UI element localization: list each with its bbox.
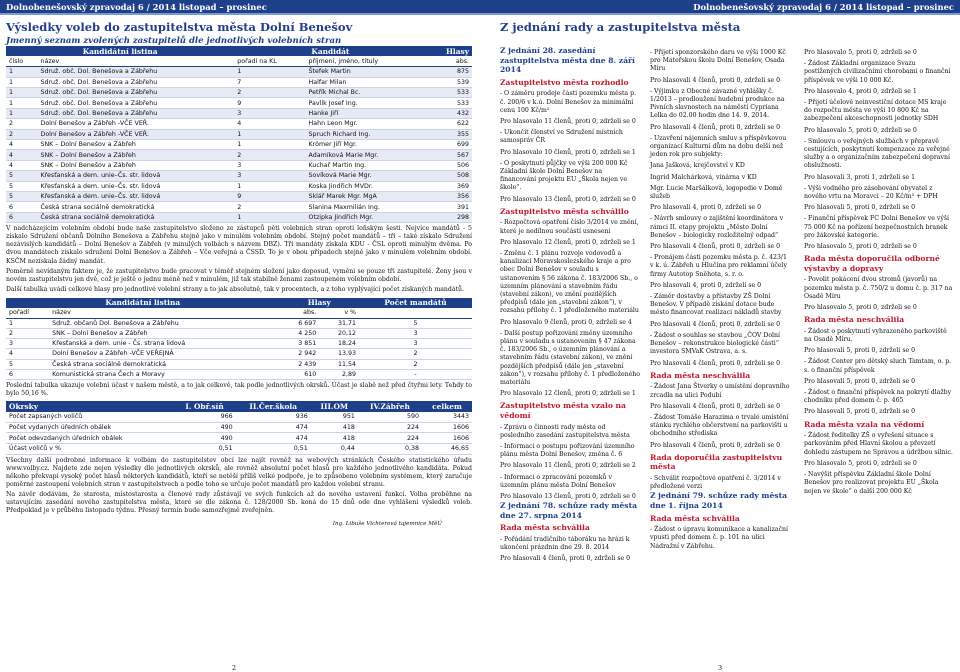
- cell-value: 1606: [422, 433, 472, 444]
- cell-poradi: 2: [234, 88, 305, 98]
- party-votes-table: [6, 298, 472, 380]
- resolution-item: Pro hlasovalo 4, proti 0, zdrželi se 1: [804, 87, 917, 95]
- cell-nazev: Dolní Benešov a Zábřeh -VČE VEŘ.: [37, 119, 234, 129]
- cell-nazev: SNK – Dolní Benešov a Zábřeh: [37, 140, 234, 150]
- cell-poradi: 3: [234, 160, 305, 170]
- cell-jmeno: Koska Jindřich MVDr.: [306, 181, 427, 191]
- cell-value: 0,44: [311, 443, 358, 454]
- cell-mandaty: 3: [359, 328, 472, 338]
- cell-cislo: 5: [6, 191, 37, 201]
- resolution-item: - Žádost o souhlas se stavbou „ČOV Dolní Benešov – rekonstrukce biologické části“ investora SMVaK Ostrava, a. s.: [650, 331, 780, 356]
- resolution-item: Pro hlasovali 4 členů, proti 0, zdrželi se 0: [500, 555, 631, 563]
- cell-abs: 533: [427, 88, 473, 98]
- section-heading: Rada města doporučila odborné výstavby a dopravy: [804, 254, 940, 273]
- paragraph-text: Všechny další podrobné informace k volbám do zastupitelstev obcí lze najít rovněž na webových stránkách Českého statistického úřadu www.volby.cz. Najdete zde nejen výsledky dle jednotlivých okrsků, ale rovněž absolutní počet hlasů pro každého jednotlivého kandidáta. Pokud někoho překvapí vysoký počet hlasů některých kandidátů, kteří se netěší příliš velké podpoře, je to způsobeno volebním systémem, který zaručuje poměrné zastoupení volebních stran v zastupitelstvech a podle toho se určuje počet mandátů pro každou volební stranu.: [6, 456, 472, 488]
- column-header: III.OM: [311, 401, 358, 412]
- column-header: II.Čer.škola: [236, 401, 311, 412]
- cell-cislo: 4: [6, 150, 37, 160]
- cell-value: 490: [173, 422, 235, 433]
- cell-nazev: Sdruž. obč. Dol. Benešova a Zábřehu: [37, 77, 234, 87]
- resolution-item: Pro hlasovali 4, proti 0, zdrželi se 0: [650, 204, 762, 212]
- col-poradi: pořadí na KL: [234, 56, 305, 66]
- resolution-item: Pro hlasovalo 5, proti 0, zdrželi se 0: [804, 243, 917, 251]
- cell-nazev: Křesťanská a dem. unie–Čs. str. lidová: [37, 171, 234, 181]
- cell-poradi: 2: [234, 150, 305, 160]
- table-row: [6, 433, 472, 444]
- section-heading: Rada doporučila zastupitelstvu města: [650, 452, 783, 472]
- resolution-item: - Další postup pořizování změny územního plánu v souladu s ustanovením § 47 zákona č. 183/2006 Sb., o územním plánování a stavebním řádu (stavební zákon), ve znění pozdějších předpisů (dále jen „stavební zákon“), v rozsahu přílohy č. 1 předloženého materiálu: [500, 329, 641, 387]
- resolution-item: Pro hlasovalo 10 členů, proti 0, zdrželi se 1: [500, 148, 636, 156]
- left-page-title: Výsledky voleb do zastupitelstva města Dolní Benešov: [6, 20, 353, 34]
- paragraph: [6, 457, 472, 489]
- resolution-item: - Rozpočtová opatření číslo 3/2014 ve znění, které je nedílnou součástí usnesení: [500, 219, 639, 235]
- cell-nazev: Sdruž. obč. Dol. Benešova a Zábřehu: [37, 88, 234, 98]
- cell-jmeno: Sklář Marek Mgr. MgA: [306, 191, 427, 201]
- resolution-item: - Informaci o zpracování pozemků v územním plánu města Dolní Benešov: [500, 473, 616, 489]
- cell-jmeno: Spruch Richard Ing.: [306, 129, 427, 139]
- table-row: [6, 202, 472, 212]
- cell-mandaty: 2: [359, 359, 472, 369]
- party-votes-body: [6, 318, 472, 379]
- resolution-item: Pro hlasovalo 12 členů, proti 0, zdrželi se 1: [500, 238, 636, 246]
- cell-jmeno: Halfar Milan: [306, 77, 427, 87]
- cell-value: 224: [358, 433, 422, 444]
- column-header: IV.Zábřeh: [358, 401, 422, 412]
- section-heading: Zastupitelstvo města vzalo na vědomí: [500, 401, 626, 421]
- col-cislo: číslo: [6, 56, 37, 66]
- resolution-item: Mgr. Lucie Maršálková, logopedie v Domě služeb: [650, 184, 783, 201]
- resolution-item: Pro hlasovalo 5, proti 0, zdrželi se 0: [804, 459, 917, 467]
- cell-poradi: 1: [234, 129, 305, 139]
- cell-value: 418: [311, 433, 358, 444]
- table-row: [6, 181, 472, 191]
- cell-jmeno: Kuchař Martin Ing.: [306, 160, 427, 170]
- resolution-item: Pro hlasovali 4 členů, proti 0, zdrželi se 0: [650, 123, 781, 131]
- cell-nazev: Sdruž. obč. Dol. Benešova a Zábřehu: [37, 108, 234, 118]
- resolution-item: Pro hlasovali 5, proti 0, zdrželi se 0: [804, 204, 916, 212]
- col-abs: abs.: [279, 308, 319, 318]
- column-3: [804, 46, 954, 496]
- column-1: [500, 46, 640, 564]
- cell-value: 474: [236, 422, 311, 433]
- resolution-item: - Výjimku z Obecné závazné vyhlášky č. 1/2013 – prodloužení hudební produkce na Pivních slavnostech na náměstí Cypriana Lelka do 02.00 hodin dne 14. 9. 2014.: [650, 87, 785, 120]
- resolution-item: - Žádost Center pro dětský sluch Tamtam, o. p. s. o finanční příspěvek: [804, 358, 952, 374]
- table-row: [6, 171, 472, 181]
- resolution-item: Pro hlasovali 5, proti 0, zdrželi se 0: [804, 377, 916, 385]
- cell-abs: 2 942: [279, 349, 319, 359]
- cell-cislo: 6: [6, 202, 37, 212]
- column-header: celkem: [422, 401, 472, 412]
- resolution-item: - Uzavření nájemních smluv s příspěvkovou organizací Kulturní dům na dobu delší než jeden rok pro subjekty:: [650, 134, 787, 159]
- resolution-item: - Pořádání tradičního táboráku na hrázi k ukončení prázdnin dne 29. 8. 2014: [500, 536, 630, 552]
- resolution-item: Pro hlasovali 3, proti 1, zdrželi se 1: [804, 173, 916, 181]
- cell-cislo: 1: [6, 98, 37, 108]
- section-heading: Rada města schválila: [650, 513, 740, 523]
- cell-value: 224: [358, 422, 422, 433]
- cell-nazev: Dolní Benešov a Zábřeh -VČE VEŘEJNÁ: [49, 349, 279, 359]
- paragraph: Poměrně nevídaným faktem je, že zastupitelstvo bude pracovat v téměř stejném složení jako doposud, vyměni se pouze tři zastupitelé. Ženy jsou v novém zastupitelstvu jen dvě, což je ještě o jednu méně než v minulém, již tak stabilně ženami zastoupeném volebním období.: [6, 267, 472, 283]
- resolution-item: - Zprávu o činnosti rady města od posledního zasedání zastupitelstva města: [500, 423, 630, 439]
- cell-label: Účast voličů v %: [6, 443, 173, 454]
- section-heading: Rada města schválila: [500, 523, 590, 533]
- column-header: I. Obř.síň: [173, 401, 235, 412]
- elected-members-table: [6, 46, 472, 223]
- col-nazev: název: [49, 308, 279, 318]
- table-row: [6, 140, 472, 150]
- cell-value: 936: [236, 412, 311, 423]
- cell-value: 418: [311, 422, 358, 433]
- column-2: [650, 46, 790, 551]
- cell-jmeno: Adamíková Marie Mgr.: [306, 150, 427, 160]
- table-row: [6, 359, 472, 369]
- resolution-item: Pro hlasovali 4 členů, proti 0, zdrželi se 0: [650, 243, 781, 251]
- cell-nazev: Česká strana sociálně demokratická: [37, 202, 234, 212]
- cell-value: 0,38: [358, 443, 422, 454]
- cell-nazev: Sdruž. obč. Dol. Benešova a Zábřehu: [37, 98, 234, 108]
- resolution-item: - Smlouvu o veřejných službách v přepravě cestujících, poskytnutí kompenzace za veřejné služby a o organizačním zabezpečení dopravní obslužnosti.: [804, 137, 950, 170]
- cell-mandaty: -: [359, 369, 472, 379]
- section-heading: Rada města vzala na vědomí: [804, 419, 925, 429]
- cell-pct: 31,71: [319, 318, 359, 328]
- resolution-item: Pro hlasovalo 13 členů, proti 0, zdrželi se 0: [500, 195, 636, 203]
- cell-jmeno: Sovíková Marie Mgr.: [306, 171, 427, 181]
- table-row: [6, 212, 472, 222]
- cell-nazev: SNK – Dolní Benešov a Zábřeh: [37, 150, 234, 160]
- section-heading: Rada města neschválila: [804, 315, 905, 325]
- cell-abs: 622: [427, 119, 473, 129]
- paragraph: Další tabulka uvádí celkové hlasy pro jednotlivé volební strany a to jak absolutně, tak v procentech, a z toho vyplývající počet získaných mandátů.: [6, 285, 464, 293]
- table-row: [6, 191, 472, 201]
- cell-value: 0,51: [236, 443, 311, 454]
- band-kandidatni-listina: Kandidátní listina: [6, 298, 279, 308]
- resolution-item: - Povolit pokácení dvou stromů (javorů) na pozemku města p. č. 750/2 u domu č. p. 317 na Osadě Míru: [804, 276, 953, 300]
- header-right: Dolnobenešovský zpravodaj 6 / 2014 listopad – prosinec: [693, 1, 954, 12]
- header-rule: [0, 13, 960, 15]
- right-page: [500, 20, 956, 563]
- cell-abs: 4 250: [279, 328, 319, 338]
- table-row: [6, 443, 472, 454]
- band-kandidat: Kandidát: [234, 46, 426, 56]
- cell-mandaty: 3: [359, 339, 472, 349]
- table-row: [6, 119, 472, 129]
- turnout-body: [6, 412, 472, 454]
- resolution-item: - Žádost Tomáše Harazima o trvalé umístění stánku rychlého občerstvení na parkovišti u obchodního střediska: [650, 413, 789, 438]
- cell-cislo: 2: [6, 119, 37, 129]
- left-page-subtitle: Jmenný seznam zvolených zastupitelů dle jednotlivých volebních stran: [6, 36, 342, 46]
- cell-nazev: Křesťanská a dem. unie–Čs. str. lidová: [37, 191, 234, 201]
- resolution-item: - Žádost o poskytnutí vyhrazeného parkoviště na Osadě Míru.: [804, 327, 947, 344]
- resolution-item: Pro hlasovalo 5, proti 0, zdrželi se 0: [804, 304, 917, 312]
- resolution-item: Pro hlasovali 4 členů, proti 0, zdrželi se 0: [650, 441, 781, 449]
- cell-nazev: Komunistická strana Čech a Moravy: [49, 369, 279, 379]
- table-row: [6, 328, 472, 338]
- resolution-item: Pro hlasovalo 12 členů, proti 0, zdrželi se 1: [500, 390, 636, 398]
- cell-poradi: 9: [234, 191, 305, 201]
- cell-mandaty: 5: [359, 318, 472, 328]
- cell-value: 951: [311, 412, 358, 423]
- resolution-item: - Navýšit příspěvku Základní škole Dolní Benešov pro realizovat projektu EU „Škola nejen ve škole“ o další 200 000 Kč: [804, 471, 939, 495]
- cell-poradi: 4: [234, 119, 305, 129]
- table-row: [6, 77, 472, 87]
- cell-poradi: 3: [234, 108, 305, 118]
- section-heading: Zastupitelstvo města schválilo: [500, 206, 629, 216]
- cell-abs: 6 697: [279, 318, 319, 328]
- resolution-item: Pro hlasovalo 13 členů, proti 0, zdrželi se 0: [500, 493, 636, 501]
- table-row: [6, 318, 472, 328]
- cell-jmeno: Hahn Leon Mgr.: [306, 119, 427, 129]
- cell-jmeno: Petřík Michal Bc.: [306, 88, 427, 98]
- cell-nazev: Dolní Benešov a Zábřeh -VČE VEŘ.: [37, 129, 234, 139]
- resolution-item: Pro hlasovali 4 členů, proti 0, zdrželi se 0: [650, 359, 781, 367]
- resolution-item: - Informaci o postupu pořizování územního plánu města Dolní Benešov, změna č. 6: [500, 443, 635, 459]
- cell-jmeno: Pavlík Josef Ing.: [306, 98, 427, 108]
- cell-value: 474: [236, 433, 311, 444]
- band-kandidatni-listina: Kandidátní listina: [6, 46, 234, 56]
- cell-poradi: 2: [234, 202, 305, 212]
- col-pct: v %: [319, 308, 359, 318]
- resolution-item: - Žádost Jana Štverky o umístění dopravního zrcadla na ulici Podubí: [650, 383, 790, 399]
- header-left: Dolnobenešovský zpravodaj 6 / 2014 listopad – prosinec: [6, 1, 267, 12]
- cell-mandaty: 2: [359, 349, 472, 359]
- cell-pct: 2,89: [319, 369, 359, 379]
- cell-nazev: SNK – Dolní Benešov a Zábřeh: [37, 160, 234, 170]
- cell-cislo: 5: [6, 181, 37, 191]
- cell-pct: 11,54: [319, 359, 359, 369]
- cell-label: Počet odevzdaných úředních obálek: [6, 433, 173, 444]
- cell-abs: 369: [427, 181, 473, 191]
- resolution-item: Pro hlasovalo 11 členů, proti 0, zdrželi se 2: [500, 462, 636, 470]
- cell-poradi: 3: [234, 171, 305, 181]
- cell-cislo: 4: [6, 140, 37, 150]
- right-page-title: Z jednání rady a zastupitelstva města: [500, 20, 741, 34]
- cell-cislo: 5: [6, 171, 37, 181]
- resolution-item: - Přijetí sponzorského daru ve výši 1000 Kč pro Mateřskou školu Dolní Benešov, Osada Míru: [650, 49, 786, 73]
- resolution-item: - Změnu č. 1 plánu rozvoje vodovodů a kanalizací Moravskoslezského kraje a pro obec Dolní Benešov v souladu s ustanovením § 56 zákona č. 183/2006 Sb., o územním plánování a stavebním řádu (stavební zákon), ve znění pozdějších předpisů (dále jen „stavební zákon“), v rozsahu přílohy č. 1 předloženého materiálu: [500, 250, 639, 315]
- cell-abs: 699: [427, 140, 473, 150]
- cell-poradi: 3: [6, 339, 49, 349]
- cell-abs: 298: [427, 212, 473, 222]
- table-row: [6, 422, 472, 433]
- turnout-table: [6, 401, 472, 454]
- cell-abs: 875: [427, 67, 473, 77]
- page-number-right: 3: [718, 664, 723, 672]
- resolution-item: Pro hlasovali 4, proti 0, zdrželi se 0: [650, 281, 762, 289]
- section-heading: Zastupitelstvo města rozhodlo: [500, 77, 629, 87]
- section-heading: Z jednání 79. schůze rady města dne 1. října 2014: [650, 491, 788, 510]
- table-row: [6, 67, 472, 77]
- resolution-item: - Žádost o úpravu komunikace a kanalizační vpusti před domem č. p. 101 na ulici Nádražní v Zábřehu.: [650, 526, 789, 550]
- cell-abs: 539: [427, 77, 473, 87]
- cell-nazev: Křesťanská a dem. unie–Čs. str. lidová: [37, 181, 234, 191]
- table-row: [6, 88, 472, 98]
- resolution-item: Jana Jašková, krejčovství v KD: [650, 162, 745, 170]
- cell-abs: 506: [427, 160, 473, 170]
- resolution-item: Pro hlasovalo 5, proti 0, zdrželi se 0: [804, 126, 917, 134]
- cell-poradi: 5: [6, 359, 49, 369]
- resolution-item: - Pronájem části pozemku města p. č. 423/1 v k. ú. Zábřeh u Hlučína pro reklamní účely firmy Autotop Sněhota, s. r. o.: [650, 254, 788, 278]
- resolution-item: - Žádost Základní organizace Svazu postižených civilizačními chorobami o finanční příspěvek ve výši 10 000 Kč.: [804, 60, 951, 84]
- paragraph: Poslední tabulka ukazuje volební účast v našem městě, a to jak celkově, tak podle jednotlivých okrsků. Účast je slabě než před čtyřmi lety. Tehdy to bylo 50,16 %.: [6, 381, 472, 397]
- table-row: [6, 108, 472, 118]
- resolution-item: - Přijetí účelově neinvestiční dotace MS kraje do rozpočtu města ve výši 10 800 Kč na zabezpečení akceschopnosti jednotky SDH: [804, 99, 947, 123]
- cell-nazev: Křesťanská a dem. unie - Čs. strana lidová: [49, 339, 279, 349]
- cell-abs: 2 439: [279, 359, 319, 369]
- cell-jmeno: Hanke Jiří: [306, 108, 427, 118]
- cell-nazev: Česká strana sociálně demokratická: [49, 359, 279, 369]
- cell-poradi: 1: [234, 67, 305, 77]
- cell-cislo: 1: [6, 108, 37, 118]
- table-row: [6, 369, 472, 379]
- cell-poradi: 4: [6, 349, 49, 359]
- section-heading: Rada města neschválila: [650, 370, 751, 380]
- cell-pct: 20,12: [319, 328, 359, 338]
- paragraph: Na závěr dodávám, že starosta, místostarosta a členové rady zůstávají ve svých funkcích až do nového ustavení funkcí. Volba proběhne na ustavujícím zasedání nového zastupitelstva města, které se dle zákona č. 128/2000 Sb. koná do 15 dnů ode dne vyhlášení výsledků voleb. Předpoklad je v průběhu listopadu týdnu. Přesný termín bude samozřejmě zveřejněn.: [6, 490, 472, 515]
- cell-value: 3443: [422, 412, 472, 423]
- cell-cislo: 1: [6, 88, 37, 98]
- elected-members-body: [6, 67, 472, 223]
- cell-cislo: 2: [6, 129, 37, 139]
- resolution-item: - O poskytnutí půjčky ve výši 200 000 Kč Základní škole Dolní Benešov na financování projektu EU „Škola nejen ve škole“.: [500, 159, 628, 192]
- cell-jmeno: Otzipka Jindřich Mgr.: [306, 212, 427, 222]
- resolution-item: Pro hlasovali 4 členů, proti 0, zdrželi se 0: [650, 320, 781, 328]
- cell-poradi: 9: [234, 98, 305, 108]
- cell-poradi: 1: [6, 318, 49, 328]
- cell-value: 590: [358, 412, 422, 423]
- col-abs: abs.: [427, 56, 473, 66]
- cell-value: 0,51: [173, 443, 235, 454]
- band-hlasy: Hlasy: [427, 46, 473, 56]
- paragraph: V nadcházejícím volebním období bude naše zastupitelstvo složeno ze zástupců pěti volebních stran oproti loňským šesti. Nejvíce mandátů - 5 získalo Sdružení občanů Dolního Benešova a Zábřehu stejně jako v minulém volebním období. Stejný počet mandátů – tři – také získalo Sdružení nezávislých kandidátů – Dolní Benešov a Zábřeh (v minulých volbách s názvem DBZ). Tři mandáty získala KDU - ČSL oproti minulým dvěma. Po dvou mandátech získalo sdružení Dolní Benešov a Zábřeh – Vče veřejná a ČSSD. To je v obou případech stejně jako v minulém volebním období. KSČM nezískala žádný mandát.: [6, 225, 472, 265]
- cell-abs: 356: [427, 191, 473, 201]
- band-hlasy: Hlasy: [279, 298, 359, 308]
- resolution-item: Pro hlasovali 4 členů, proti 0, zdrželi se 0: [650, 402, 781, 410]
- table-row: [6, 98, 472, 108]
- table-row: [6, 150, 472, 160]
- table-row: [6, 412, 472, 423]
- table-row: [6, 349, 472, 359]
- cell-jmeno: Štefek Martin: [306, 67, 427, 77]
- cell-label: Počet zapsaných voličů: [6, 412, 173, 423]
- cell-value: 966: [173, 412, 235, 423]
- cell-poradi: 7: [234, 77, 305, 87]
- resolution-item: Pro hlasovalo 9 členů, proti 0, zdrželi se 4: [500, 318, 632, 326]
- left-page: [6, 20, 472, 527]
- cell-nazev: Sdruž. obč. Dol. Benešova a Zábřehu: [37, 67, 234, 77]
- page-number-left: 2: [232, 664, 237, 672]
- resolution-item: Ingrid Malchárková, vinárna v KD: [650, 173, 757, 181]
- section-heading: Z jednání 28. zasedání zastupitelstva města dne 8. září 2014: [500, 46, 635, 75]
- cell-poradi: 6: [6, 369, 49, 379]
- cell-label: Počet vydaných úředních obálek: [6, 422, 173, 433]
- column-header: Okrsky: [6, 401, 173, 412]
- cell-abs: 508: [427, 171, 473, 181]
- cell-abs: 355: [427, 129, 473, 139]
- cell-cislo: 1: [6, 67, 37, 77]
- cell-poradi: 2: [6, 328, 49, 338]
- cell-nazev: Česká strana sociálně demokratická: [37, 212, 234, 222]
- cell-abs: 3 851: [279, 339, 319, 349]
- resolution-item: - Záměr dostavby a přístavby ZŠ Dolní Benešov. V případě získání dotace bude město financovat realizaci nákladů stavby: [650, 293, 782, 317]
- cell-abs: 567: [427, 150, 473, 160]
- col-poradi: pořadí: [6, 308, 49, 318]
- cell-poradi: 1: [234, 212, 305, 222]
- resolution-item: Pro hlasovalo 11 členů, proti 0, zdrželi se 0: [500, 117, 636, 125]
- cell-jmeno: Krömer Jiří Mgr.: [306, 140, 427, 150]
- table-row: [6, 129, 472, 139]
- resolution-item: Pro hlasovalo 5, proti 0, zdrželi se 0: [804, 49, 917, 56]
- cell-poradi: 1: [234, 140, 305, 150]
- resolution-item: - Ukončit členství ve Sdružení místních samospráv ČR: [500, 129, 623, 145]
- cell-value: 46,65: [422, 443, 472, 454]
- cell-abs: 533: [427, 98, 473, 108]
- col-jmeno: příjmení, jméno, tituly: [306, 56, 427, 66]
- cell-cislo: 1: [6, 77, 37, 87]
- resolution-item: - Výši vodného pro zásobování obyvatel z nového vrtu na Moravci – 20 Kč/m³ + DPH: [804, 184, 938, 201]
- cell-pct: 18,24: [319, 339, 359, 349]
- table-row: [6, 339, 472, 349]
- resolution-item: - O záměru prodeje části pozemku města p. č. 200/6 v k.ú. Dolní Benešov za minimální cenu 100 Kč/m²: [500, 90, 637, 114]
- resolution-item: Pro hlasovali 5, proti 0, zdrželi se 0: [804, 347, 916, 355]
- cell-nazev: Sdruž. občanů Dol. Benešova a Zábřehu: [49, 318, 279, 328]
- resolution-item: - Finanční příspěvek FC Dolní Benešov ve výši 75 000 Kč na pořízení bezpečnostních branek pro žákovské kategorie.: [804, 215, 950, 239]
- cell-abs: 391: [427, 202, 473, 212]
- signature: Ing. Libuše Vichterová tajemnice MěÚ: [332, 521, 442, 528]
- cell-value: 1606: [422, 422, 472, 433]
- cell-value: 490: [173, 433, 235, 444]
- cell-poradi: 1: [234, 181, 305, 191]
- col-nazev: název: [37, 56, 234, 66]
- cell-abs: 432: [427, 108, 473, 118]
- resolution-item: Pro hlasovali 5, proti 0, zdrželi se 0: [804, 408, 916, 416]
- turnout-header: [6, 401, 472, 412]
- section-heading: Z jednání 78. schůze rady města dne 27. srpna 2014: [500, 501, 638, 520]
- resolution-item: - Návrh smlouvy o zajištění koordinátora v rámci II. etapy projektu „Město Dolní Benešov – biologicky rozložitelný odpad“: [650, 215, 784, 239]
- cell-pct: 13,93: [319, 349, 359, 359]
- resolution-item: - Žádost o finanční příspěvek na pokrytí dlažby chodníku před domem č. p. 465: [804, 389, 952, 405]
- cell-nazev: SNK – Dolní Benešov a Zábřeh: [49, 328, 279, 338]
- resolution-item: - Žádost ředitelky ZŠ o vyřešení situace s parkováním před Hlavní školou a převzetí dohledu zástupem ne Správou a údržbou silnic.: [804, 432, 953, 456]
- cell-abs: 610: [279, 369, 319, 379]
- resolution-item: Pro hlasovali 4 členů, proti 0, zdrželi se 0: [650, 76, 781, 84]
- cell-jmeno: Slanina Maxmilián Ing.: [306, 202, 427, 212]
- resolution-item: - Schválit rozpočtové opatření č. 3/2014 v předložené verzi: [650, 474, 781, 491]
- cell-cislo: 4: [6, 160, 37, 170]
- cell-cislo: 6: [6, 212, 37, 222]
- band-pocet-mandatu: Počet mandátů: [359, 298, 472, 308]
- table-row: [6, 160, 472, 170]
- header-band: [0, 0, 960, 13]
